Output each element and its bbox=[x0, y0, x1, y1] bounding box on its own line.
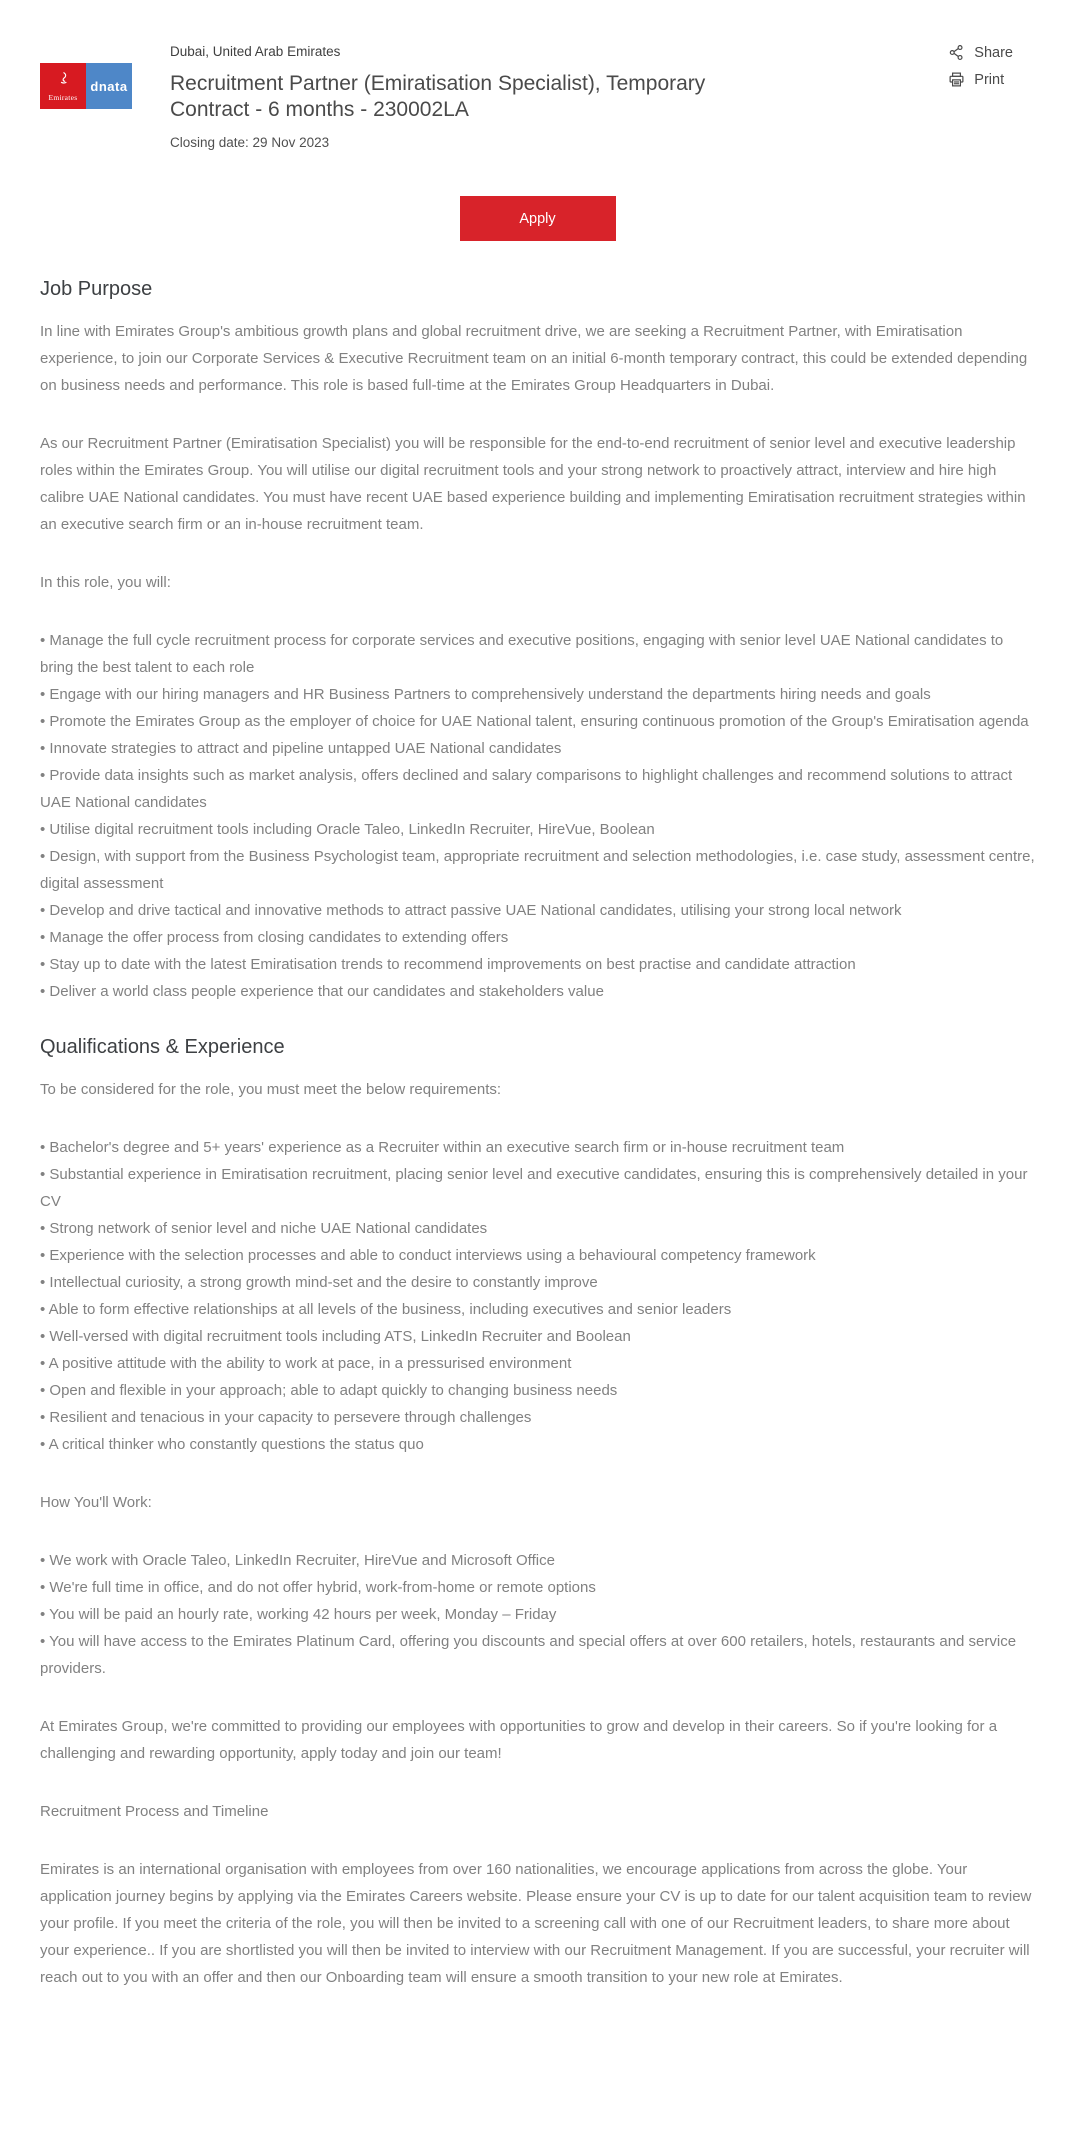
bullet-item: • Able to form effective relationships at all levels of the business, including executives and senior leaders bbox=[40, 1296, 1035, 1323]
paragraph: How You'll Work: bbox=[40, 1494, 152, 1511]
share-label: Share bbox=[974, 44, 1013, 61]
bullet-item: • A positive attitude with the ability to work at pace, in a pressurised environment bbox=[40, 1350, 1035, 1377]
bullet-item: • Intellectual curiosity, a strong growth mind-set and the desire to constantly improve bbox=[40, 1269, 1035, 1296]
paragraph: To be considered for the role, you must meet the below requirements: bbox=[40, 1081, 502, 1098]
paragraph: As our Recruitment Partner (Emiratisation Specialist) you will be responsible for the end-to-end recruitment of senior level and executive leadership roles within the Emirates Group. You will utilise our digital recruitment tools and your strong network to proactively attract, interview and hire high calibre UAE National candidates. You must have recent UAE based experience building and implementing Emiratisation recruitment strategies within an executive search firm or an in-house recruitment team. bbox=[40, 435, 1026, 533]
apply-row bbox=[40, 196, 1035, 241]
section-heading: Job Purpose bbox=[40, 278, 153, 300]
bullet-item: • We're full time in office, and do not offer hybrid, work-from-home or remote options bbox=[40, 1574, 1035, 1601]
paragraph: Recruitment Process and Timeline bbox=[40, 1803, 269, 1820]
apply-button[interactable]: Apply bbox=[460, 196, 616, 241]
section-heading: Qualifications & Experience bbox=[40, 1036, 285, 1058]
bullet-item: • Bachelor's degree and 5+ years' experience as a Recruiter within an executive search firm or in-house recruitment team bbox=[40, 1134, 1035, 1161]
bullet-item: • Substantial experience in Emiratisation recruitment, placing senior level and executive candidates, ensuring this is comprehensively detailed in your CV bbox=[40, 1161, 1035, 1215]
paragraph: In this role, you will: bbox=[40, 574, 171, 591]
bullet-item: • A critical thinker who constantly questions the status quo bbox=[40, 1431, 1035, 1458]
bullet-item: • Resilient and tenacious in your capacity to persevere through challenges bbox=[40, 1404, 1035, 1431]
header-actions bbox=[948, 40, 1035, 98]
bullet-item: • We work with Oracle Taleo, LinkedIn Recruiter, HireVue and Microsoft Office bbox=[40, 1547, 1035, 1574]
bullet-item: • Develop and drive tactical and innovative methods to attract passive UAE National candidates, utilising your strong local network bbox=[40, 897, 1035, 924]
emirates-logo-label: Emirates bbox=[48, 93, 78, 103]
closing-date: Closing date: 29 Nov 2023 bbox=[170, 135, 330, 150]
bullet-item: • Strong network of senior level and niche UAE National candidates bbox=[40, 1215, 1035, 1242]
bullet-list bbox=[40, 1547, 1035, 1682]
bullet-item: • Design, with support from the Business Psychologist team, appropriate recruitment and selection methodologies, i.e. case study, assessment centre, digital assessment bbox=[40, 843, 1035, 897]
bullet-item: • Utilise digital recruitment tools including Oracle Taleo, LinkedIn Recruiter, HireVue, Boolean bbox=[40, 816, 1035, 843]
job-header-text bbox=[170, 40, 948, 150]
share-icon bbox=[948, 44, 965, 61]
bullet-item: • Promote the Emirates Group as the employer of choice for UAE National talent, ensuring continuous promotion of the Group's Emiratisation agenda bbox=[40, 708, 1035, 735]
job-location: Dubai, United Arab Emirates bbox=[170, 44, 341, 59]
bullet-item: • Stay up to date with the latest Emiratisation trends to recommend improvements on best practise and candidate attraction bbox=[40, 951, 1035, 978]
bullet-item: • You will be paid an hourly rate, working 42 hours per week, Monday – Friday bbox=[40, 1601, 1035, 1628]
print-label: Print bbox=[974, 71, 1005, 88]
paragraph: Emirates is an international organisation with employees from over 160 nationalities, we encourage applications from across the globe. Your application journey begins by applying via the Emirates Careers website. Please ensure your CV is up to date for our talent acquisition team to review your profile. If you meet the criteria of the role, you will then be invited to a screening call with one of our Recruitment leaders, to share more about your experience.. If you are shortlisted you will then be invited to interview with our Recruitment Management. If you are successful, your recruiter will reach out to you with an offer and then our Onboarding team will ensure a smooth transition to your new role at Emirates. bbox=[40, 1861, 1032, 1986]
bullet-item: • Innovate strategies to attract and pipeline untapped UAE National candidates bbox=[40, 735, 1035, 762]
job-header bbox=[40, 40, 1035, 150]
dnata-logo bbox=[86, 63, 132, 109]
job-title: Recruitment Partner (Emiratisation Specialist), Temporary Contract - 6 months - 230002LA bbox=[170, 72, 706, 121]
job-content bbox=[40, 278, 1035, 1991]
bullet-item: • You will have access to the Emirates Platinum Card, offering you discounts and special offers at over 600 retailers, hotels, restaurants and service providers. bbox=[40, 1628, 1035, 1682]
emirates-calligraphy-icon bbox=[54, 70, 73, 94]
bullet-item: • Open and flexible in your approach; able to adapt quickly to changing business needs bbox=[40, 1377, 1035, 1404]
paragraph: In line with Emirates Group's ambitious growth plans and global recruitment drive, we are seeking a Recruitment Partner, with Emiratisation experience, to join our Corporate Services & Executive Recruitment team on an initial 6-month temporary contract, this could be extended depending on business needs and performance. This role is based full-time at the Emirates Group Headquarters in Dubai. bbox=[40, 323, 1028, 394]
emirates-logo bbox=[40, 63, 86, 109]
bullet-item: • Experience with the selection processes and able to conduct interviews using a behavioural competency framework bbox=[40, 1242, 1035, 1269]
dnata-logo-label: dnata bbox=[90, 78, 128, 94]
bullet-item: • Engage with our hiring managers and HR Business Partners to comprehensively understand the departments hiring needs and goals bbox=[40, 681, 1035, 708]
bullet-list bbox=[40, 1134, 1035, 1458]
bullet-item: • Manage the offer process from closing candidates to extending offers bbox=[40, 924, 1035, 951]
bullet-item: • Deliver a world class people experience that our candidates and stakeholders value bbox=[40, 978, 1035, 1005]
print-button[interactable] bbox=[948, 71, 1013, 88]
paragraph: At Emirates Group, we're committed to providing our employees with opportunities to grow and develop in their careers. So if you're looking for a challenging and rewarding opportunity, apply today and join our team! bbox=[40, 1718, 998, 1762]
bullet-item: • Well-versed with digital recruitment tools including ATS, LinkedIn Recruiter and Boolean bbox=[40, 1323, 1035, 1350]
brand-logos bbox=[40, 63, 132, 109]
bullet-item: • Provide data insights such as market analysis, offers declined and salary comparisons to highlight challenges and recommend solutions to attract UAE National candidates bbox=[40, 762, 1035, 816]
bullet-item: • Manage the full cycle recruitment process for corporate services and executive positions, engaging with senior level UAE National candidates to bring the best talent to each role bbox=[40, 627, 1035, 681]
bullet-list bbox=[40, 627, 1035, 1005]
print-icon bbox=[948, 71, 965, 88]
share-button[interactable] bbox=[948, 44, 1013, 61]
